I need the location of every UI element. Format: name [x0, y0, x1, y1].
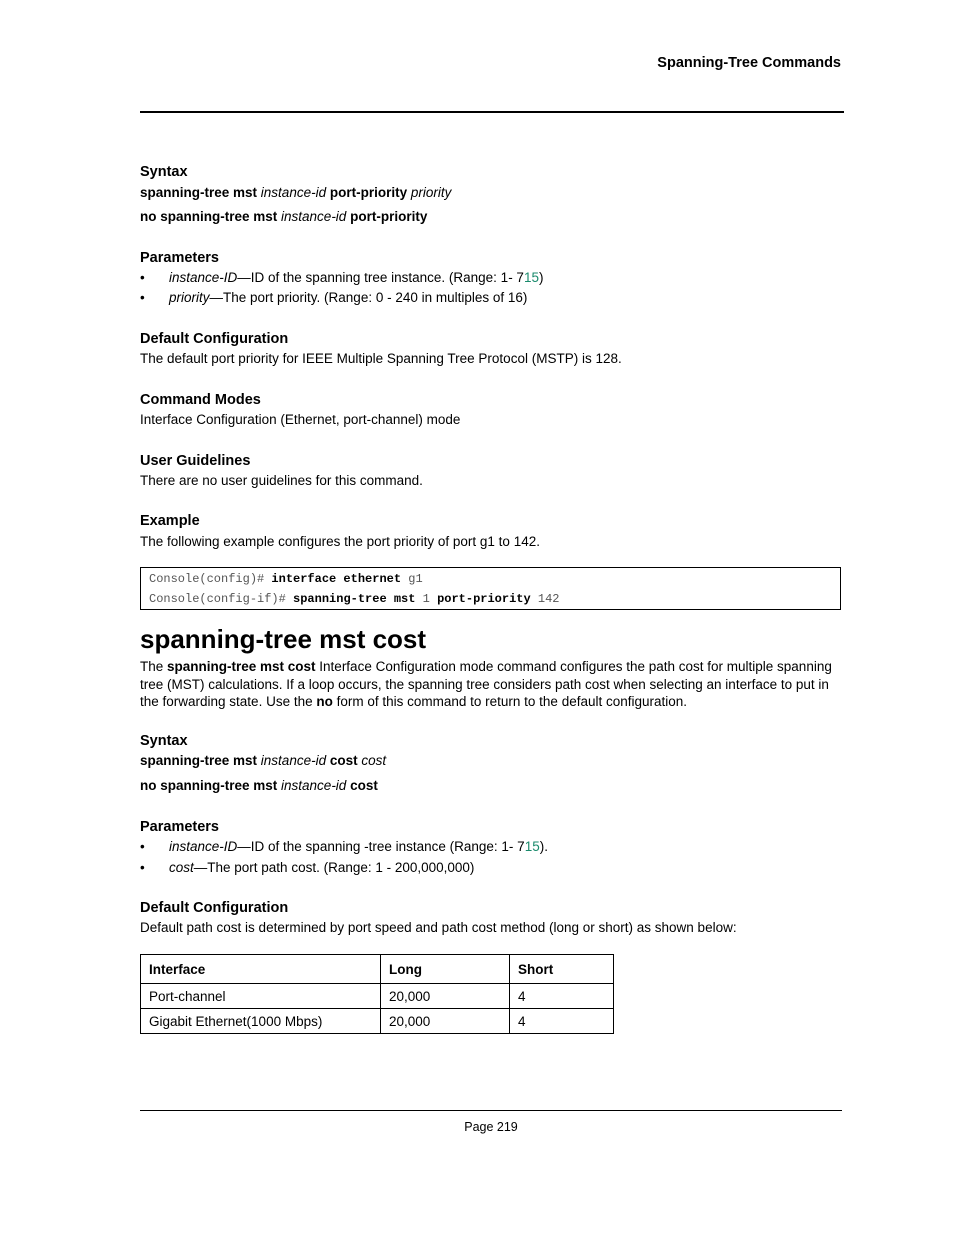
- table-cell: Port-channel: [141, 984, 381, 1009]
- code-example: [140, 567, 841, 610]
- syntax-command: spanning-tree mst: [140, 185, 258, 200]
- code-argument: 142: [530, 592, 560, 606]
- range-link[interactable]: 15: [524, 839, 540, 854]
- bullet-icon: •: [140, 270, 145, 285]
- syntax-keyword: port-priority: [329, 185, 408, 200]
- command-title: spanning-tree mst cost: [140, 624, 427, 654]
- syntax-no-line: [140, 778, 378, 793]
- syntax-line: [140, 753, 386, 768]
- table-header-cell: Interface: [141, 955, 381, 984]
- code-keyword: interface ethernet: [271, 572, 402, 586]
- parameter-tail: ).: [539, 839, 548, 854]
- parameter-name: cost: [169, 860, 194, 875]
- table-cell: Gigabit Ethernet(1000 Mbps): [141, 1009, 381, 1034]
- default-configuration-heading: Default Configuration: [140, 900, 289, 916]
- table-cell: 20,000: [381, 1009, 510, 1034]
- header-rule: [140, 111, 844, 113]
- parameter-item: [169, 839, 548, 854]
- table-row: [141, 984, 614, 1009]
- syntax-keyword: port-priority: [350, 209, 428, 224]
- syntax-heading: Syntax: [140, 164, 188, 180]
- syntax-argument: instance-id: [281, 778, 347, 793]
- parameter-item: [169, 270, 543, 285]
- command-modes-heading: Command Modes: [140, 392, 261, 408]
- parameters-heading: Parameters: [140, 819, 219, 835]
- footer-rule: [140, 1110, 842, 1111]
- parameter-item: [169, 290, 527, 305]
- description-text: Interface Configuration mode command configures the path cost for multiple spanning tree (MST) calculations. If a loop occurs, the spanning tree considers path cost when selecting an interface to put in the forwarding state. Use the: [140, 659, 832, 709]
- bullet-icon: •: [140, 290, 145, 305]
- code-keyword: port-priority: [437, 592, 531, 606]
- range-link[interactable]: 15: [523, 270, 539, 285]
- user-guidelines-heading: User Guidelines: [140, 453, 251, 469]
- syntax-line: [140, 185, 451, 200]
- example-text: The following example configures the port priority of port g1 to 142.: [140, 534, 540, 549]
- bullet-icon: •: [140, 839, 145, 854]
- code-line: [149, 592, 560, 606]
- code-keyword: spanning-tree mst: [293, 592, 416, 606]
- bullet-icon: •: [140, 860, 145, 875]
- parameter-desc: —The port path cost. (Range: 1 - 200,000,000): [193, 860, 475, 875]
- syntax-command: spanning-tree mst: [140, 753, 258, 768]
- syntax-keyword: cost: [350, 778, 378, 793]
- table-header-cell: Short: [510, 955, 614, 984]
- command-modes-text: Interface Configuration (Ethernet, port-channel) mode: [140, 412, 461, 427]
- running-header: Spanning-Tree Commands: [657, 55, 841, 71]
- parameter-desc: —The port priority. (Range: 0 - 240 in multiples of 16): [209, 290, 528, 305]
- code-prompt: Console(config)#: [149, 572, 272, 586]
- parameter-name: priority: [169, 290, 210, 305]
- syntax-value: cost: [361, 753, 387, 768]
- table-row: [141, 1009, 614, 1034]
- page-number: Page 219: [464, 1120, 518, 1134]
- default-configuration-text: Default path cost is determined by port speed and path cost method (long or short) as shown below:: [140, 920, 737, 935]
- table-header-cell: Long: [381, 955, 510, 984]
- description-keyword: no: [316, 694, 333, 709]
- description-text: The: [140, 659, 168, 674]
- syntax-command: no spanning-tree mst: [140, 778, 278, 793]
- syntax-no-line: [140, 209, 427, 224]
- table-cell: 4: [510, 984, 614, 1009]
- syntax-command: no spanning-tree mst: [140, 209, 278, 224]
- syntax-keyword: cost: [329, 753, 358, 768]
- syntax-argument: instance-id: [260, 753, 327, 768]
- parameter-tail: ): [538, 270, 544, 285]
- path-cost-table: [140, 954, 614, 1034]
- command-description: [140, 658, 842, 711]
- parameters-heading: Parameters: [140, 250, 219, 266]
- parameter-name: instance-ID: [169, 839, 238, 854]
- description-command: spanning-tree mst cost: [167, 659, 316, 674]
- parameter-item: [169, 860, 474, 875]
- user-guidelines-text: There are no user guidelines for this command.: [140, 473, 423, 488]
- code-prompt: Console(config-if)#: [149, 592, 294, 606]
- code-argument: g1: [401, 572, 423, 586]
- parameter-desc: —ID of the spanning -tree instance (Range: 1- 7: [237, 839, 525, 854]
- syntax-argument: instance-id: [281, 209, 347, 224]
- code-line: [149, 572, 423, 586]
- example-heading: Example: [140, 513, 200, 529]
- parameter-name: instance-ID: [169, 270, 238, 285]
- default-configuration-heading: Default Configuration: [140, 331, 289, 347]
- table-header-row: [141, 955, 614, 984]
- syntax-value: priority: [410, 185, 452, 200]
- syntax-heading: Syntax: [140, 733, 188, 749]
- table-cell: 4: [510, 1009, 614, 1034]
- syntax-argument: instance-id: [260, 185, 327, 200]
- table-cell: 20,000: [381, 984, 510, 1009]
- code-argument: 1: [415, 592, 438, 606]
- default-configuration-text: The default port priority for IEEE Multiple Spanning Tree Protocol (MSTP) is 128.: [140, 351, 622, 366]
- parameter-desc: —ID of the spanning tree instance. (Range: 1- 7: [237, 270, 524, 285]
- description-text: form of this command to return to the default configuration.: [332, 694, 688, 709]
